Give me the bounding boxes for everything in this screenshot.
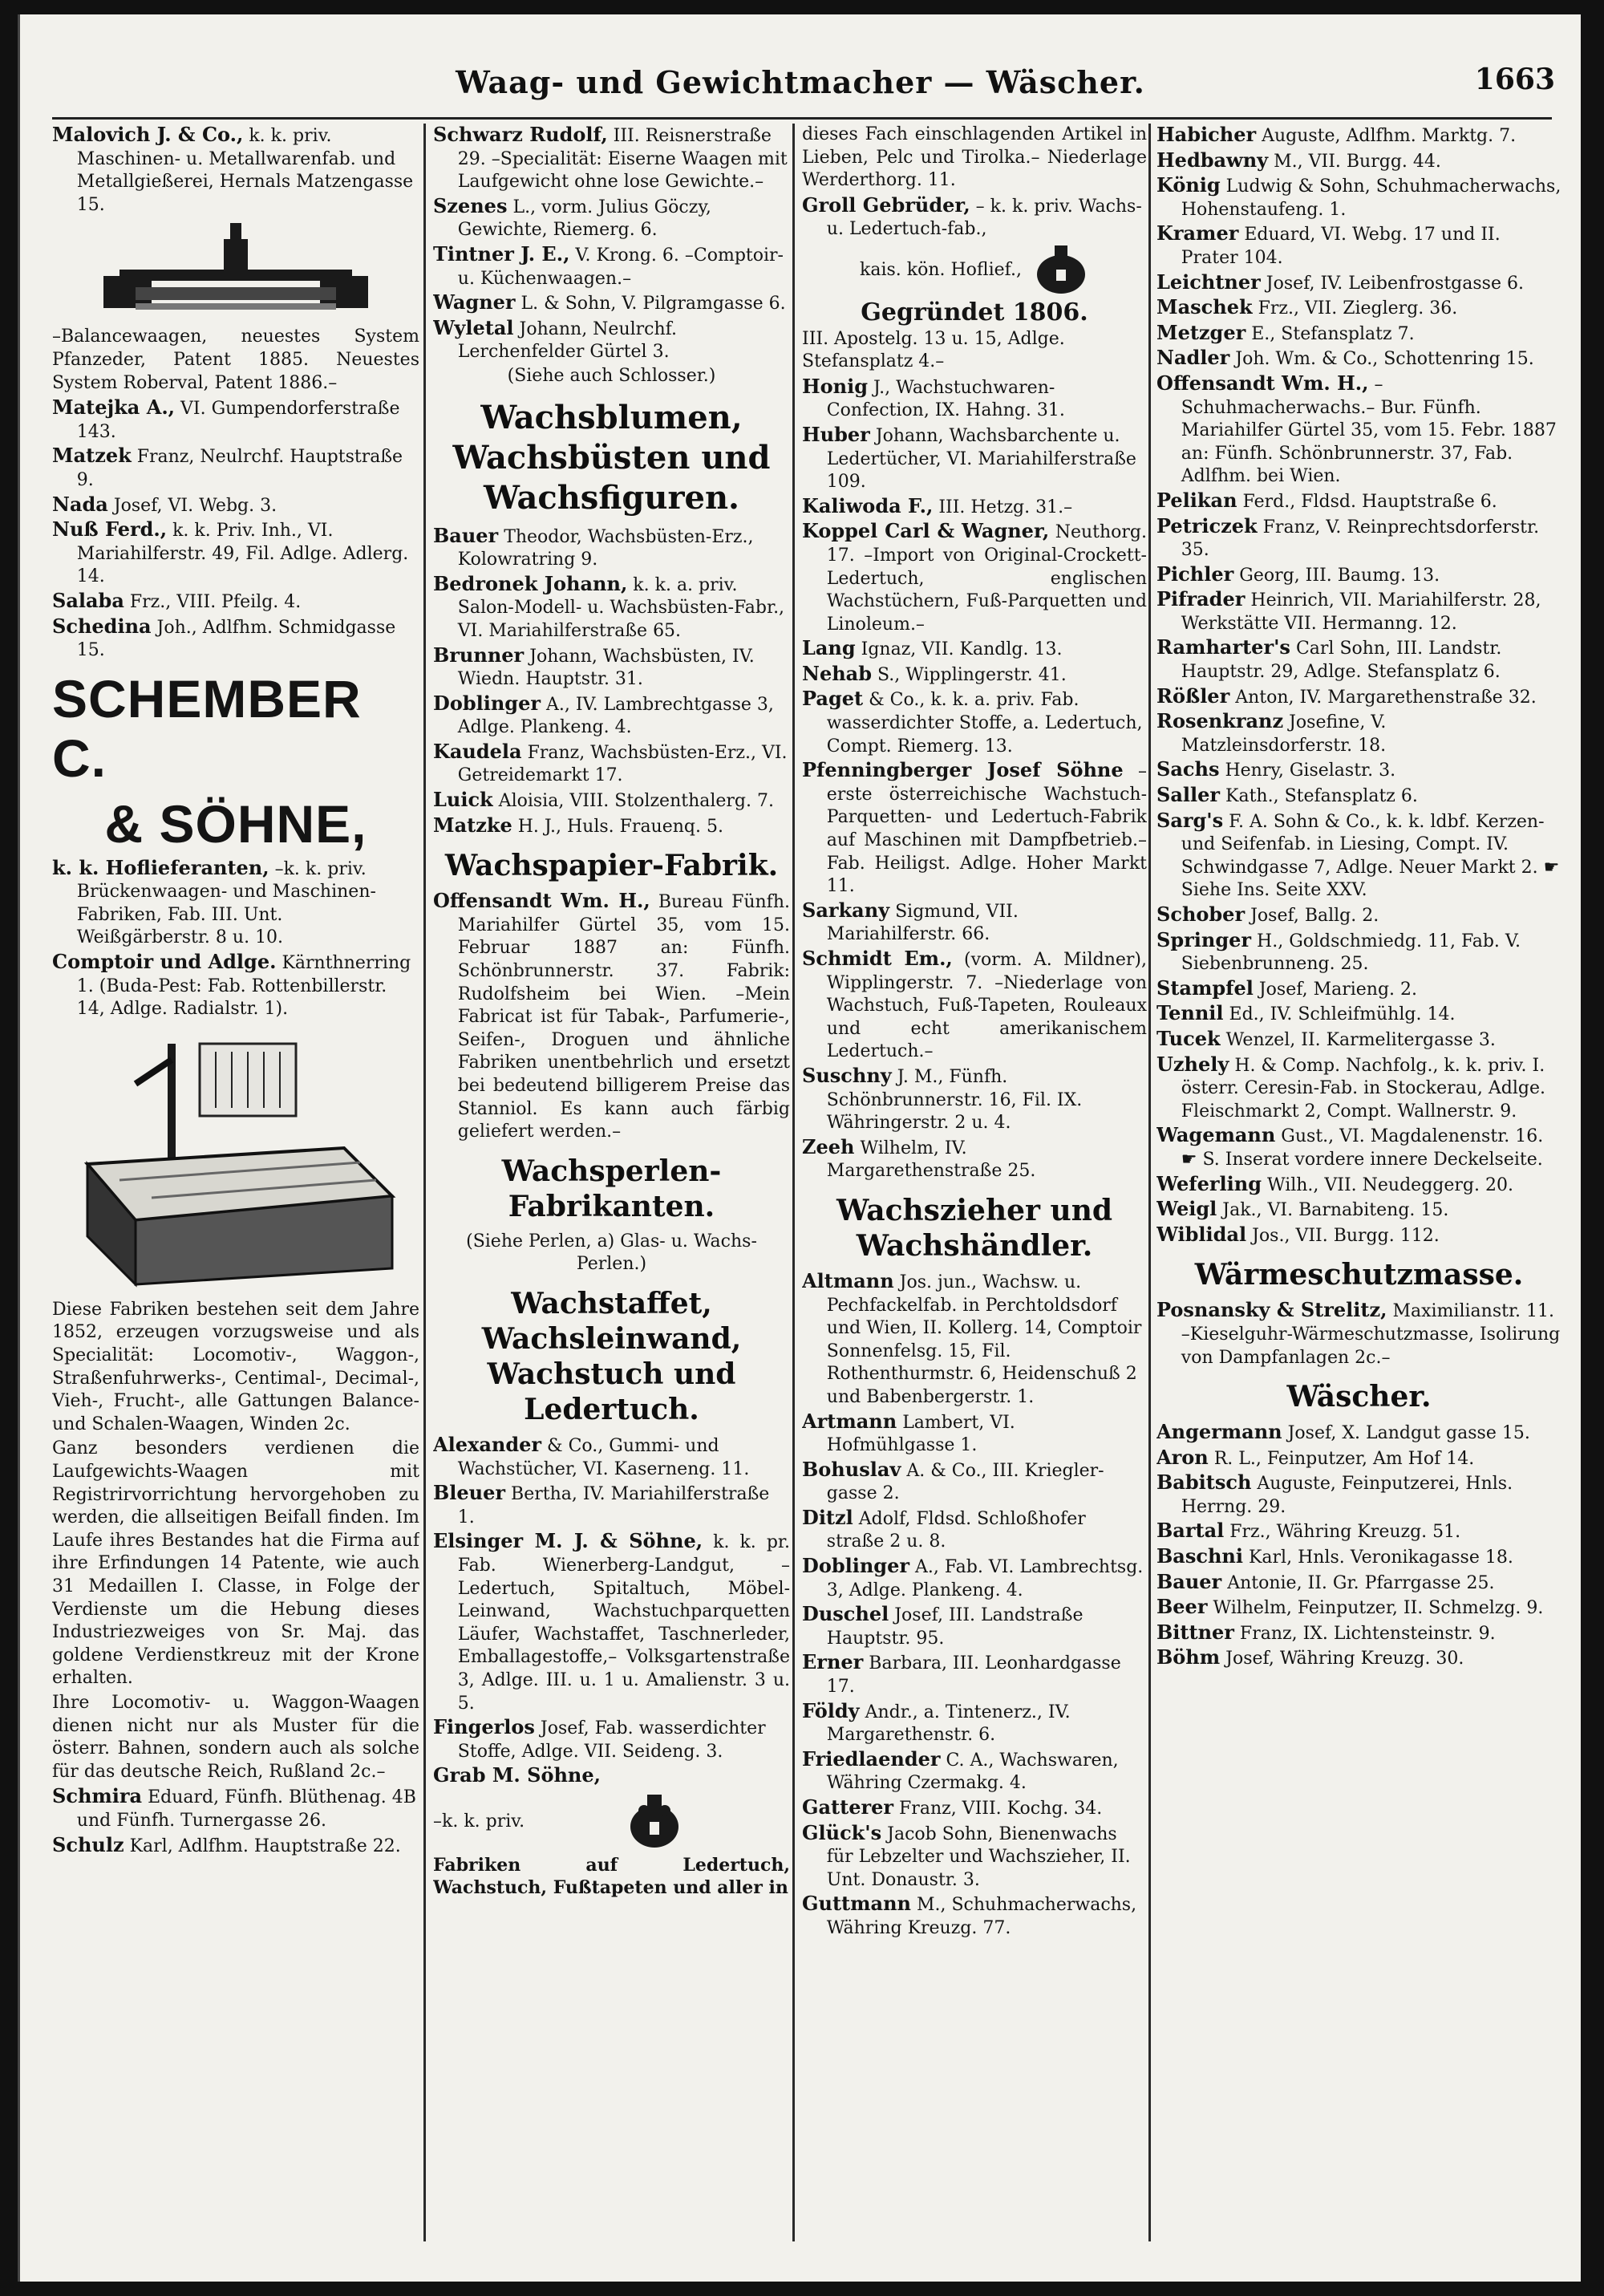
- directory-entry: Offensandt Wm. H., –Schuhmacherwachs.– Bur. Fünfh. Mariahilfer Gürtel 35, vom 15. Febr. 1887 an: Fünfh. Schönbrunnerstr. 37, Fab. Adlfhm. bei Wien.: [1156, 371, 1557, 487]
- directory-entry: Schmidt Em., (vorm. A. Mildner), Wipplingerstr. 7. –Niederlage von Wachstuch, Fuß-Tapeten, Rouleaux und echt amerikanischem Ledertuch.–: [802, 947, 1147, 1062]
- directory-page: [18, 14, 1581, 2282]
- column-1: [52, 124, 419, 2241]
- section-heading: Wärmeschutzmasse.: [1194, 1258, 1524, 1292]
- directory-entry: Bleuer Bertha, IV. Mariahilferstraße 1.: [433, 1481, 770, 1527]
- directory-entry: Matzek Franz, Neulrchf. Hauptstraße 9.: [52, 444, 403, 490]
- directory-entry: Doblinger A., IV. Lambrechtgasse 3, Adlge. Plankeng. 4.: [433, 691, 774, 738]
- directory-entry: Bauer Theodor, Wachsbüsten-Erz., Kolowratring 9.: [433, 523, 754, 570]
- advertisement-heading: & SÖHNE,: [104, 793, 367, 854]
- section-heading: Wachszieher und Wachshändler.: [836, 1193, 1113, 1263]
- directory-entry: Luick Aloisia, VIII. Stolzenthalerg. 7.: [433, 788, 774, 812]
- directory-entry: Bartal Frz., Währing Kreuzg. 51.: [1156, 1519, 1461, 1543]
- directory-entry: Lang Ignaz, VII. Kandlg. 13.: [802, 636, 1063, 660]
- directory-entry: Wagemann Gust., VI. Magdalenenstr. 16. ☛ S. Inserat vordere innere Deckelseite.: [1156, 1123, 1544, 1170]
- directory-entry: Doblinger A., Fab. VI. Lambrechtsg. 3, Adlge. Plankeng. 4.: [802, 1554, 1144, 1600]
- directory-entry: Weferling Wilh., VII. Neudeggerg. 20.: [1156, 1171, 1513, 1195]
- directory-entry: Huber Johann, Wachsbarchente u. Ledertücher, VI. Mariahilferstraße 109.: [802, 422, 1136, 493]
- directory-entry: Saller Kath., Stefansplatz 6.: [1156, 783, 1418, 807]
- directory-entry: Wagner L. & Sohn, V. Pilgramgasse 6.: [433, 290, 786, 314]
- eagle-crest-icon: [1033, 242, 1089, 298]
- eagle-crest-icon: [626, 1790, 683, 1854]
- directory-entry: Aron R. L., Feinputzer, Am Hof 14.: [1156, 1445, 1475, 1469]
- directory-entry: Földy Andr., a. Tintenerz., IV. Margarethenstr. 6.: [802, 1698, 1071, 1746]
- directory-entry: Uzhely H. & Comp. Nachfolg., k. k. priv. I. österr. Ceresin-Fab. in Stockerau, Adlge. Fleischmarkt 2, Compt. Wallnerstr. 9.: [1156, 1052, 1545, 1122]
- directory-entry: Wyletal Johann, Neulrchf. Lerchenfelder Gürtel 3.: [433, 315, 678, 363]
- ad-text: Ihre Locomotiv- u. Waggon-Waagen dienen nicht nur als Muster für die österr. Bahnen, sondern auch als solche für das deutsche Reich, Rußland 2c.–: [52, 1692, 419, 1782]
- directory-entry: Rosenkranz Josefine, V. Matzleinsdorferstr. 18.: [1156, 709, 1387, 756]
- directory-entry: Nada Josef, VI. Webg. 3.: [52, 492, 277, 516]
- directory-entry: Fingerlos Josef, Fab. wasserdichter Stoffe, Adlge. VII. Seideng. 3.: [433, 1715, 766, 1762]
- directory-entry: Kaliwoda F., III. Hetzg. 31.–: [802, 493, 1073, 517]
- directory-entry: Petriczek Franz, V. Reinprechtsdorferstr. 35.: [1156, 513, 1540, 561]
- directory-entry: Erner Barbara, III. Leonhardgasse 17.: [802, 1650, 1121, 1698]
- weighbridge-illustration: [71, 1028, 400, 1292]
- directory-entry: Duschel Josef, III. Landstraße Hauptstr. 95.: [802, 1602, 1084, 1649]
- directory-entry: Artmann Lambert, VI. Hofmühlgasse 1.: [802, 1409, 1015, 1456]
- directory-entry: Maschek Frz., VII. Zieglerg. 36.: [1156, 295, 1458, 319]
- hoflieferant-line: [802, 242, 1147, 298]
- directory-entry: Sachs Henry, Giselastr. 3.: [1156, 757, 1396, 781]
- directory-entry: Schwarz Rudolf, III. Reisnerstraße 29. –Specialität: Eiserne Waagen mit Laufgewicht ohne lose Gewichte.–: [433, 124, 788, 193]
- directory-entry: Alexander & Co., Gummi- und Wachstücher, VI. Kaserneng. 11.: [433, 1432, 750, 1479]
- ad-text: Fabriken auf Ledertuch, Wachstuch, Fußtapeten und aller in: [433, 1854, 790, 1899]
- directory-entry: Kramer Eduard, VI. Webg. 17 und II. Prater 104.: [1156, 221, 1501, 268]
- directory-entry: Koppel Carl & Wagner, Neuthorg. 17. –Import von Original-Crockett-Ledertuch, englischen Wachstüchern, Fuß-Parquetten und Linoleum.–: [802, 519, 1147, 635]
- directory-entry: k. k. Hoflieferanten, –k. k. priv. Brückenwaagen- und Maschinen-Fabriken, Fab. III. Unt. Weißgärberstr. 8 u. 10.: [52, 855, 376, 948]
- directory-entry: Brunner Johann, Wachsbüsten, IV. Wiedn. Hauptstr. 31.: [433, 643, 755, 690]
- directory-entry: Habicher Auguste, Adlfhm. Marktg. 7.: [1156, 124, 1517, 146]
- section-heading: Wachspapier-Fabrik.: [444, 849, 779, 883]
- section-heading: Wachstaffet, Wachsleinwand, Wachstuch und Ledertuch.: [481, 1286, 742, 1426]
- directory-entry: Babitsch Auguste, Feinputzerei, Hnls. Herrng. 29.: [1156, 1470, 1513, 1517]
- directory-entry: Baschni Karl, Hnls. Veronikagasse 18.: [1156, 1544, 1513, 1568]
- directory-entry: Schedina Joh., Adlfhm. Schmidgasse 15.: [52, 614, 396, 661]
- address-text: III. Apostelg. 13 u. 15, Adlge. Stefansplatz 4.–: [802, 328, 1065, 372]
- ad-text: Ganz besonders verdienen die Laufgewichts-Waagen mit Registrirvorrichtung hervorgehoben zu werden, die allseitigen Beifall finden. Im Laufe ihres Bestandes hat die Firma auf ihre Erfindungen 14 Patente, wie auch 31 Medaillen I. Classe, in Folge der Verdienste um die Hebung dieses Industriezweiges von Sr. Maj. das goldene Verdienstkreuz mit der Krone erhalten.: [52, 1438, 419, 1689]
- directory-entry: Schulz Karl, Adlfhm. Hauptstraße 22.: [52, 1832, 401, 1856]
- directory-entry: Suschny J. M., Fünfh. Schönbrunnerstr. 16, Fil. IX. Währingerstr. 2 u. 4.: [802, 1063, 1083, 1134]
- directory-entry: Schmira Eduard, Fünfh. Blüthenag. 4B und Fünfh. Turnergasse 26.: [52, 1784, 416, 1831]
- directory-entry: Hedbawny M., VII. Burgg. 44.: [1156, 148, 1441, 172]
- cross-reference: (Siehe auch Schlosser.): [507, 365, 716, 386]
- directory-entry: Guttmann M., Schuhmacherwachs, Währing Kreuzg. 77.: [802, 1892, 1137, 1938]
- directory-entry: Nadler Joh. Wm. & Co., Schottenring 15.: [1156, 346, 1534, 370]
- column-divider: [1148, 124, 1151, 2241]
- directory-entry: Pelikan Ferd., Fldsd. Hauptstraße 6.: [1156, 488, 1497, 512]
- directory-entry: Sarg's F. A. Sohn & Co., k. k. ldbf. Kerzen- und Seifenfab. in Liesing, Compt. IV. Schwindgasse 7, Adlge. Neuer Markt 2. ☛ Siehe Ins. Seite XXV.: [1156, 808, 1560, 901]
- column-4: [1156, 124, 1561, 2241]
- column-divider: [792, 124, 795, 2241]
- directory-entry: Bedronek Johann, k. k. a. priv. Salon-Modell- u. Wachsbüsten-Fabr., VI. Mariahilferstraße 65.: [433, 571, 785, 641]
- section-heading: Wachsperlen-Fabrikanten.: [501, 1154, 722, 1223]
- directory-entry: Groll Gebrüder, – k. k. priv. Wachs- u. Ledertuch-fab.,: [802, 193, 1142, 240]
- directory-entry: Szenes L., vorm. Julius Göczy, Gewichte, Riemerg. 6.: [433, 193, 711, 241]
- directory-entry: Angermann Josef, X. Landgut gasse 15.: [1156, 1420, 1530, 1444]
- privilege-label: –k. k. priv.: [433, 1811, 525, 1832]
- directory-entry: Honig J., Wachstuchwaren-Confection, IX. Hahng. 31.: [802, 374, 1065, 421]
- directory-entry: Zeeh Wilhelm, IV. Margarethenstraße 25.: [802, 1134, 1036, 1182]
- directory-entry: Ditzl Adolf, Fldsd. Schloßhofer straße 2 u. 8.: [802, 1505, 1086, 1552]
- directory-entry: Metzger E., Stefansplatz 7.: [1156, 320, 1415, 344]
- directory-entry: Sarkany Sigmund, VII. Mariahilferstr. 66.: [802, 898, 1019, 945]
- header-rule: [52, 117, 1552, 120]
- directory-entry: Springer H., Goldschmiedg. 11, Fab. V. Siebenbrunneng. 25.: [1156, 927, 1521, 975]
- directory-entry: Posnansky & Strelitz, Maximilianstr. 11. –Kieselguhr-Wärmeschutzmasse, Isolirung von Dampfanlagen 2c.–: [1156, 1298, 1561, 1368]
- advertisement-heading: SCHEMBER C.: [52, 668, 362, 788]
- directory-entry: Malovich J. & Co., k. k. priv. Maschinen- u. Metallwarenfab. und Metallgießerei, Hernals Matzengasse 15.: [52, 124, 414, 215]
- directory-entry: Schober Josef, Ballg. 2.: [1156, 903, 1379, 926]
- directory-entry: Pifrader Heinrich, VII. Mariahilferstr. 28, Werkstätte VII. Hermanng. 12.: [1156, 587, 1541, 634]
- ad-text: –Balancewaagen, neuestes System Pfanzeder, Patent 1885. Neuestes System Roberval, Patent 1886.–: [52, 327, 419, 393]
- coat-of-arms-line: [433, 1790, 790, 1854]
- page-title: Waag- und Gewichtmacher — Wäscher.: [456, 64, 1145, 100]
- directory-entry: Nehab S., Wipplingerstr. 41.: [802, 661, 1067, 685]
- page-number: 1663: [1474, 63, 1555, 96]
- directory-entry: Gatterer Franz, VIII. Kochg. 34.: [802, 1795, 1103, 1819]
- founded-label: Gegründet 1806.: [861, 298, 1088, 327]
- column-divider: [423, 124, 426, 2241]
- directory-entry: Friedlaender C. A., Wachswaren, Währing Czermakg. 4.: [802, 1746, 1119, 1794]
- directory-entry: Tintner J. E., V. Krong. 6. –Comptoir- u. Küchenwaagen.–: [433, 241, 784, 289]
- hoflieferant-label: kais. kön. Hoflief.,: [860, 259, 1022, 280]
- directory-entry: Tennil Ed., IV. Schleifmühlg. 14.: [1156, 1001, 1456, 1025]
- directory-entry: Elsinger M. J. & Söhne, k. k. pr. Fab. Wienerberg-Landgut, –Ledertuch, Spitaltuch, Möbel-Leinwand, Wachstuchparquetten Läufer, Wachstaffet, Taschnerleder, Emballagestoffe,– Volksgartenstraße 3, Adlge. III. u. 1 u. Amalienstr. 3 u. 5.: [433, 1529, 790, 1714]
- directory-entry: Paget & Co., k. k. a. priv. Fab. wasserdichter Stoffe, a. Ledertuch, Compt. Riemerg. 13.: [802, 687, 1143, 757]
- directory-entry: Salaba Frz., VIII. Pfeilg. 4.: [52, 588, 302, 612]
- directory-entry: Bittner Franz, IX. Lichtensteinstr. 9.: [1156, 1620, 1496, 1644]
- directory-entry: Weigl Jak., VI. Barnabiteng. 15.: [1156, 1197, 1449, 1221]
- directory-entry: Nuß Ferd., k. k. Priv. Inh., VI. Mariahilferstr. 49, Fil. Adlge. Adlerg. 14.: [52, 517, 409, 587]
- directory-entry: Beer Wilhelm, Feinputzer, II. Schmelzg. 9.: [1156, 1595, 1544, 1619]
- directory-entry: Pichler Georg, III. Baumg. 13.: [1156, 562, 1440, 586]
- directory-entry: Matzke H. J., Huls. Frauenq. 5.: [433, 813, 723, 837]
- directory-entry: Wiblidal Jos., VII. Burgg. 112.: [1156, 1222, 1440, 1246]
- directory-entry: Bohuslav A. & Co., III. Kriegler-gasse 2.: [802, 1457, 1104, 1504]
- directory-entry: Kaudela Franz, Wachsbüsten-Erz., VI. Getreidemarkt 17.: [433, 739, 788, 786]
- ad-text: Diese Fabriken bestehen seit dem Jahre 1852, erzeugen vorzugsweise und als Specialität: Locomotiv-, Waggon-, Straßenfuhrwerks-, Centimal-, Decimal-, Vieh-, Frucht-, alle Gattungen Balance- und Schalen-Waagen, Winden 2c.: [52, 1299, 419, 1434]
- directory-entry: König Ludwig & Sohn, Schuhmacherwachs, Hohenstaufeng. 1.: [1156, 173, 1561, 220]
- cross-reference: (Siehe Perlen, a) Glas- u. Wachs-Perlen.): [466, 1231, 757, 1275]
- continued-text: dieses Fach einschlagenden Artikel in Lieben, Pelc und Tirolka.– Niederlage Werderthorg. 11.: [802, 124, 1147, 191]
- scale-illustration: [103, 223, 368, 319]
- directory-entry: Ramharter's Carl Sohn, III. Landstr. Hauptstr. 29, Adlge. Stefansplatz 6.: [1156, 635, 1502, 683]
- section-heading: Wäscher.: [1286, 1380, 1432, 1414]
- directory-entry: Rößler Anton, IV. Margarethenstraße 32.: [1156, 684, 1537, 708]
- directory-entry: Glück's Jacob Sohn, Bienenwachs für Lebzelter und Wachszieher, II. Unt. Donaustr. 3.: [802, 1820, 1131, 1890]
- directory-entry: Böhm Josef, Währing Kreuzg. 30.: [1156, 1645, 1464, 1669]
- directory-entry: Stampfel Josef, Marieng. 2.: [1156, 976, 1418, 1000]
- directory-entry: Offensandt Wm. H., Bureau Fünfh. Mariahilfer Gürtel 35, vom 15. Februar 1887 an: Fünfh. Schönbrunnerstr. 37. Fabrik: Rudolfsheim bei Wien. –Mein Fabricat ist für Tabak-, Parfumerie-, Seifen-, Droguen und ähnliche Fabriken unentbehrlich und ersetzt bei bedeutend billigerem Preise das Stanniol. Es kann auch färbig geliefert werden.–: [433, 889, 790, 1142]
- directory-entry: Tucek Wenzel, II. Karmelitergasse 3.: [1156, 1026, 1496, 1050]
- section-heading: Wachsblumen, Wachsbüsten und Wachsfiguren.: [452, 398, 771, 517]
- column-2: [433, 124, 790, 2241]
- directory-entry: Comptoir und Adlge. Kärnthnerring 1. (Buda-Pest: Fab. Rottenbillerstr. 14, Adlge. Radialstr. 1).: [52, 950, 411, 1020]
- directory-entry: Bauer Antonie, II. Gr. Pfarrgasse 25.: [1156, 1569, 1495, 1593]
- directory-entry: Grab M. Söhne,: [433, 1763, 601, 1787]
- directory-entry: Matejka A., VI. Gumpendorferstraße 143.: [52, 396, 400, 442]
- column-3: [802, 124, 1147, 2241]
- directory-entry: Leichtner Josef, IV. Leibenfrostgasse 6.: [1156, 270, 1524, 294]
- directory-entry: Altmann Jos. jun., Wachsw. u. Pechfackelfab. in Perchtoldsdorf und Wien, II. Kollerg. 14, Comptoir Sonnenfelsg. 15, Fil. Rothenthurmstr. 6, Heidenschuß 2 und Babenbergerstr. 1.: [802, 1268, 1142, 1407]
- directory-entry: Pfenningberger Josef Söhne –erste österreichische Wachstuch-Parquetten- und Ledertuch-Fabrik auf Maschinen mit Dampfbetrieb.– Fab. Heiligst. Adlge. Hoher Markt 11.: [802, 758, 1147, 897]
